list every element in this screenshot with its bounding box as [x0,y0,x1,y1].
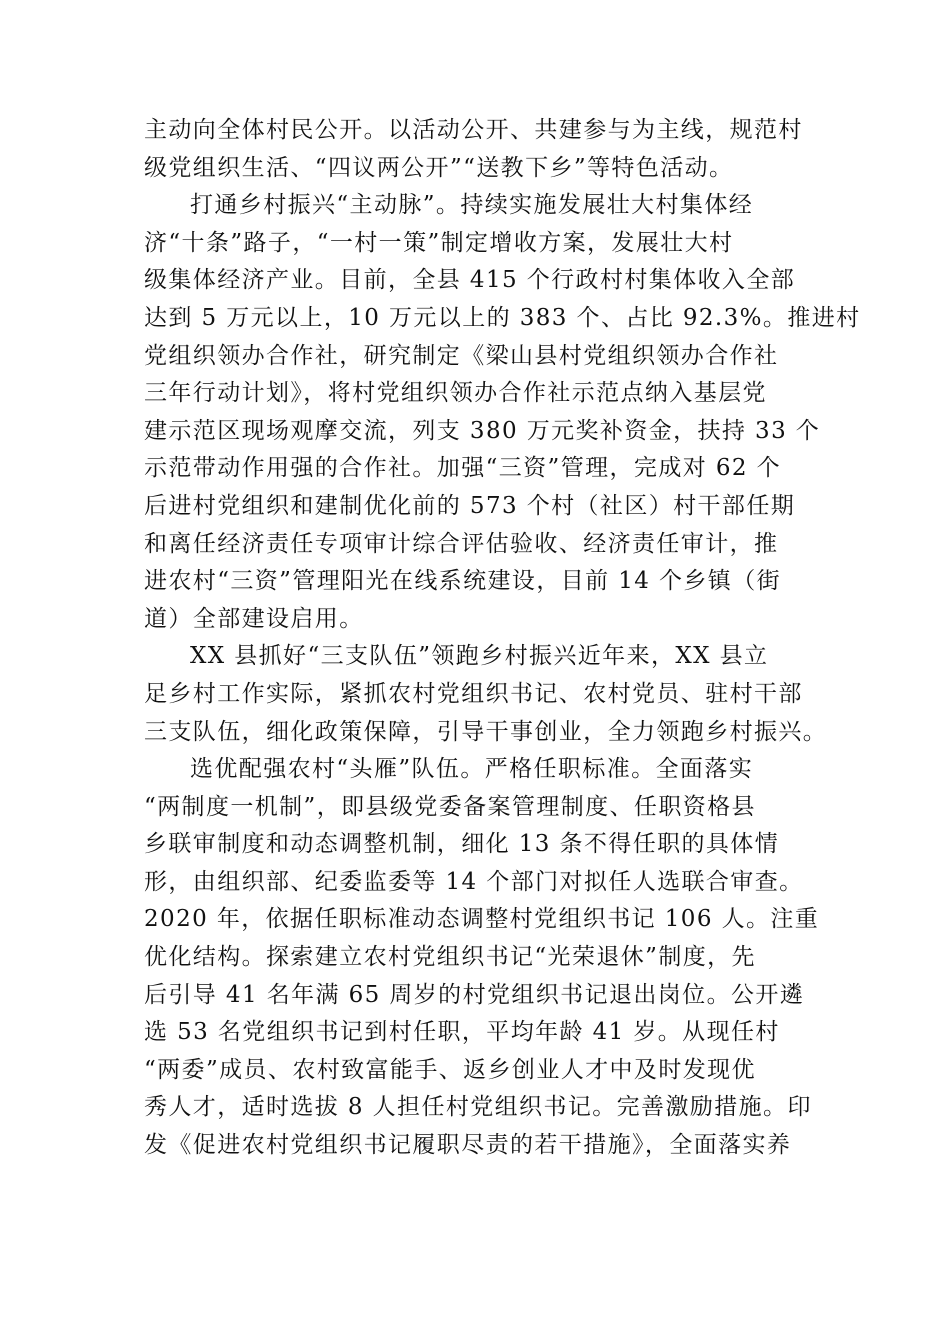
text-line: 主动向全体村民公开。以活动公开、共建参与为主线，规范村 [144,117,803,143]
text-line: 达到 5 万元以上，10 万元以上的 383 个、占比 92.3%。推进村 [144,304,861,331]
text-line: 示范带动作用强的合作社。加强“三资”管理，完成对 62 个 [144,455,782,482]
paragraph-rural-revitalization [144,187,861,638]
text-line: 后进村党组织和建制优化前的 573 个村（社区）村干部任期 [144,492,796,519]
text-line: 级集体经济产业。目前，全县 415 个行政村村集体收入全部 [144,267,796,294]
text-line: “两制度一机制”，即县级党委备案管理制度、任职资格县 [144,793,756,820]
text-line: 道）全部建设启用。 [144,605,364,632]
text-line: 2020 年，依据任职标准动态调整村党组织书记 106 人。注重 [144,906,820,933]
text-line: 后引导 41 名年满 65 周岁的村党组织书记退出岗位。公开遴 [144,981,805,1008]
text-line: 优化结构。探索建立农村党组织书记“光荣退休”制度，先 [144,944,756,971]
text-line: 乡联审制度和动态调整机制，细化 13 条不得任职的具体情 [144,831,780,858]
text-line: 秀人才，适时选拔 8 人担任村党组织书记。完善激励措施。印 [144,1094,812,1121]
text-line: 济“十条”路子，“一村一策”制定增收方案，发展壮大村 [144,229,734,256]
text-line: 党组织领办合作社，研究制定《梁山县村党组织领办合作社 [144,342,779,369]
text-line: “两委”成员、农村致富能手、返乡创业人才中及时发现优 [144,1056,756,1083]
document-body [144,112,861,1165]
text-line: 打通乡村振兴“主动脉”。持续实施发展壮大村集体经 [190,192,754,219]
text-line: 发《促进农村党组织书记履职尽责的若干措施》，全面落实养 [144,1132,792,1159]
text-line: 建示范区现场观摩交流，列支 380 万元奖补资金，扶持 33 个 [144,417,821,444]
text-line: 选优配强农村“头雁”队伍。严格任职标准。全面落实 [190,756,754,783]
paragraph-lead-geese [144,751,820,1165]
text-line: 和离任经济责任专项审计综合评估验收、经济责任审计，推 [144,530,779,557]
text-line: 形，由组织部、纪委监委等 14 个部门对拟任人选联合审查。 [144,868,804,895]
text-line: 级党组织生活、“四议两公开”“送教下乡”等特色活动。 [144,154,734,181]
text-line: 选 53 名党组织书记到村任职，平均年龄 41 岁。从现任村 [144,1019,780,1046]
paragraph-three-teams [144,638,828,751]
text-line: XX 县抓好“三支队伍”领跑乡村振兴近年来，XX 县立 [190,643,769,670]
text-line: 进农村“三资”管理阳光在线系统建设，目前 14 个乡镇（街 [144,568,782,595]
paragraph-openness [144,112,806,187]
text-line: 三年行动计划》，将村党组织领办合作社示范点纳入基层党 [144,380,767,407]
text-line: 足乡村工作实际，紧抓农村党组织书记、农村党员、驻村干部 [144,680,803,707]
text-line: 三支队伍，细化政策保障，引导干事创业，全力领跑乡村振兴。 [144,718,828,745]
